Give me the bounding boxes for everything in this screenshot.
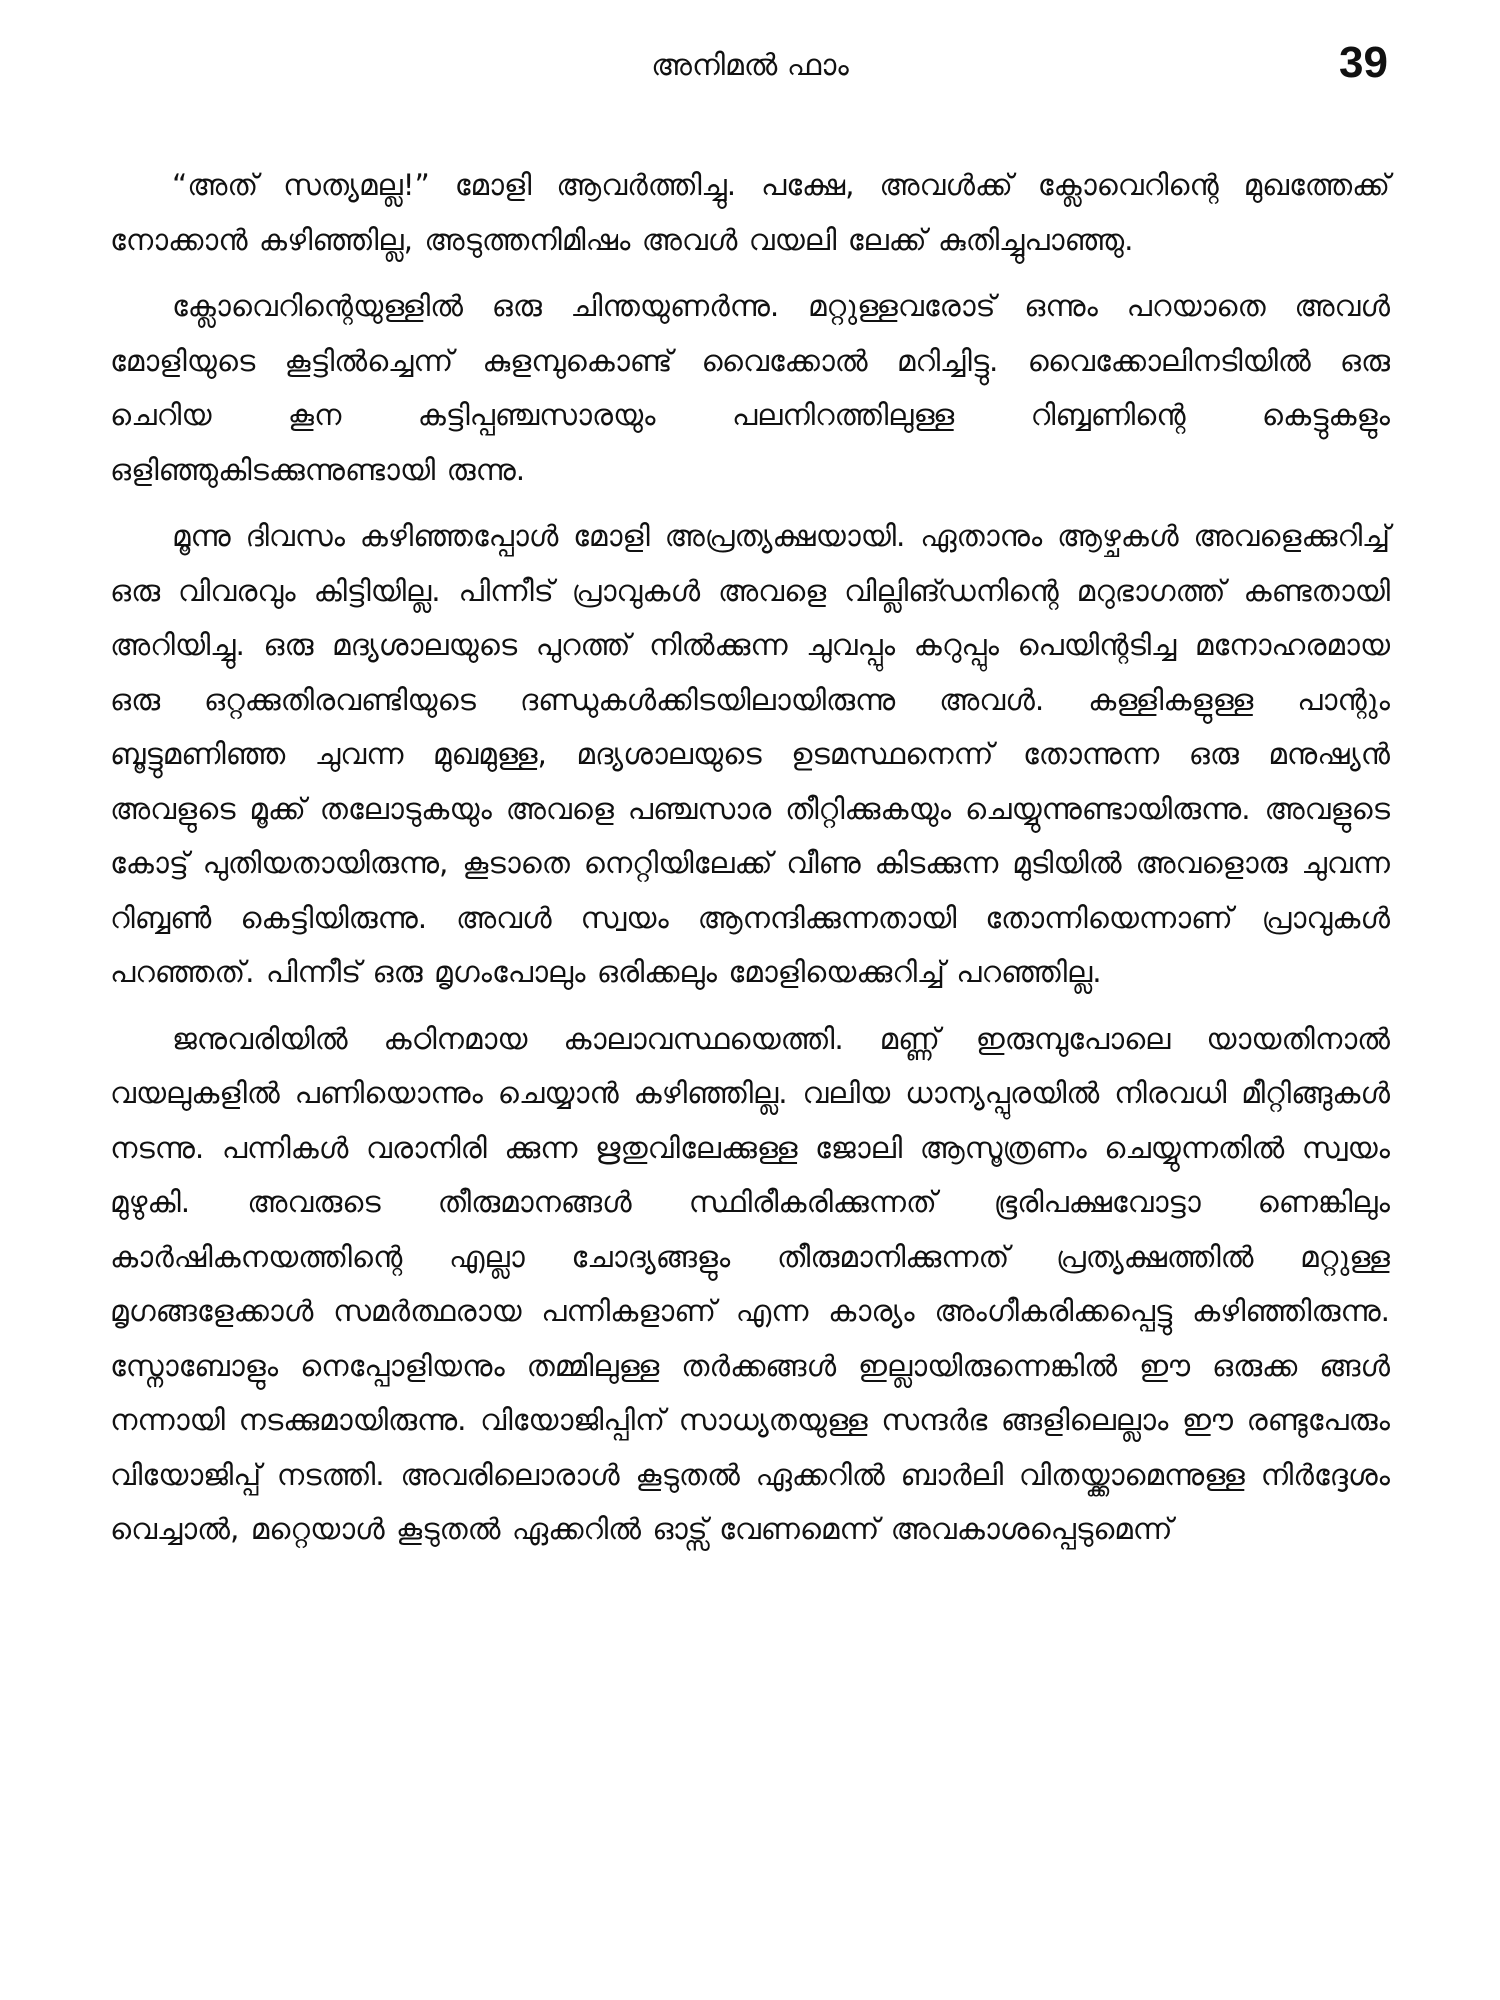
paragraph-1: “അത് സത്യമല്ല!” മോളി ആവർത്തിച്ചു. പക്ഷേ, അവൾക്ക് ക്ലോവെറിന്റെ മുഖത്തേക്ക് നോക്കാൻ കഴിഞ്ഞില്ല, അടുത്തനിമിഷം അവൾ വയലി ലേക്ക് കുതിച്ചുപാഞ്ഞു. [110, 168, 1390, 257]
paragraph-3: മൂന്നു ദിവസം കഴിഞ്ഞപ്പോൾ മോളി അപ്രത്യക്ഷയായി. ഏതാനും ആഴ്ചകൾ അവളെക്കുറിച്ച് ഒരു വിവരവും കിട്ടിയില്ല. പിന്നീട് പ്രാവുകൾ അവളെ വില്ലിങ്ഡനിന്റെ മറുഭാഗത്ത് കണ്ടതായി അറിയിച്ചു. ഒരു മദ്യശാലയുടെ പുറത്ത് നിൽക്കുന്ന ചുവപ്പും കറുപ്പും പെയിന്റടിച്ച മനോഹരമായ ഒരു ഒറ്റക്കുതിരവണ്ടിയുടെ ദണ്ഡുകൾക്കിടയിലായിരുന്നു അവൾ. കള്ളികളുള്ള പാന്റും ബൂട്ടുമണിഞ്ഞ ചുവന്ന മുഖമുള്ള, മദ്യശാലയുടെ ഉടമസ്ഥനെന്ന് തോന്നുന്ന ഒരു മനുഷ്യൻ അവളുടെ മൂക്ക് തലോടുകയും അവളെ പഞ്ചസാര തീറ്റിക്കുകയും ചെയ്യുന്നുണ്ടായിരുന്നു. അവളുടെ കോട്ട് പുതിയതായിരുന്നു, കൂടാതെ നെറ്റിയിലേക്ക് വീണു കിടക്കുന്ന മുടിയിൽ അവളൊരു ചുവന്ന റിബ്ബൺ കെട്ടിയിരുന്നു. അവൾ സ്വയം ആനന്ദിക്കുന്നതായി തോന്നിയെന്നാണ് പ്രാവുകൾ പറഞ്ഞത്. പിന്നീട് ഒരു മൃഗംപോലും ഒരിക്കലും മോളിയെക്കുറിച്ച് പറഞ്ഞില്ല. [110, 519, 1390, 989]
body-text [110, 158, 1390, 1569]
running-title: അനിമൽ ഫാം [651, 48, 849, 83]
page-number: 39 [1339, 38, 1388, 87]
paragraph-2: ക്ലോവെറിന്റെയുള്ളിൽ ഒരു ചിന്തയുണർന്നു. മറ്റുള്ളവരോട് ഒന്നും പറയാതെ അവൾ മോളിയുടെ കൂട്ടിൽച്ചെന്ന് കുളമ്പുകൊണ്ട് വൈക്കോൽ മറിച്ചിട്ടു. വൈക്കോലിനടിയിൽ ഒരു ചെറിയ കൂന കട്ടിപ്പഞ്ചസാരയും പലനിറത്തിലുള്ള റിബ്ബണിന്റെ കെട്ടുകളും ഒളിഞ്ഞുകിടക്കുന്നുണ്ടായി രുന്നു. [110, 289, 1390, 487]
paragraph-4: ജനുവരിയിൽ കഠിനമായ കാലാവസ്ഥയെത്തി. മണ്ണ് ഇരുമ്പുപോലെ യായതിനാൽ വയലുകളിൽ പണിയൊന്നും ചെയ്യാൻ കഴിഞ്ഞില്ല. വലിയ ധാന്യപ്പുരയിൽ നിരവധി മീറ്റിങ്ങുകൾ നടന്നു. പന്നികൾ വരാനിരി ക്കുന്ന ഋതുവിലേക്കുള്ള ജോലി ആസൂത്രണം ചെയ്യുന്നതിൽ സ്വയം മുഴുകി. അവരുടെ തീരുമാനങ്ങൾ സ്ഥിരീകരിക്കുന്നത് ഭൂരിപക്ഷവോട്ടാ ണെങ്കിലും കാർഷികനയത്തിന്റെ എല്ലാ ചോദ്യങ്ങളും തീരുമാനിക്കുന്നത് പ്രത്യക്ഷത്തിൽ മറ്റുള്ള മൃഗങ്ങളേക്കാൾ സമർത്ഥരായ പന്നികളാണ് എന്ന കാര്യം അംഗീകരിക്കപ്പെട്ടു കഴിഞ്ഞിരുന്നു. സ്നോബോളും നെപ്പോളിയനും തമ്മിലുള്ള തർക്കങ്ങൾ ഇല്ലായിരുന്നെങ്കിൽ ഈ ഒരുക്ക ങ്ങൾ നന്നായി നടക്കുമായിരുന്നു. വിയോജിപ്പിന് സാധ്യതയുള്ള സന്ദർഭ ങ്ങളിലെല്ലാം ഈ രണ്ടുപേരും വിയോജിപ്പ് നടത്തി. അവരിലൊരാൾ കൂടുതൽ ഏക്കറിൽ ബാർലി വിതയ്ക്കാമെന്നുള്ള നിർദ്ദേശം വെച്ചാൽ, മറ്റെയാൾ കൂടുതൽ ഏക്കറിൽ ഓട്സ് വേണമെന്ന് അവകാശപ്പെടുമെന്ന് [110, 1021, 1390, 1546]
